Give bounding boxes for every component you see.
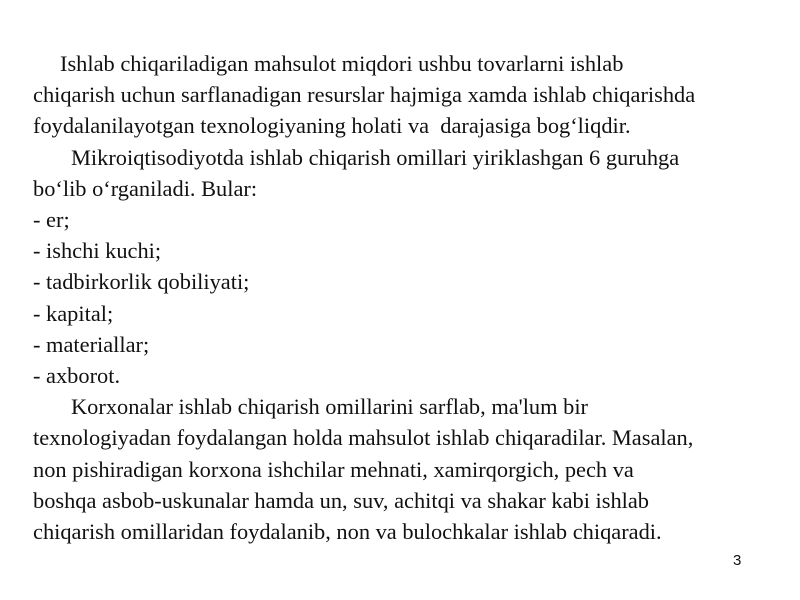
list-item-land: - er;: [33, 207, 70, 233]
paragraph-line: Mikroiqtisodiyotda ishlab chiqarish omillari yiriklashgan 6 guruhga: [71, 144, 680, 170]
list-item-capital: - kapital;: [33, 300, 114, 326]
paragraph-line: chiqarish omillaridan foydalanib, non va bulochkalar ishlab chiqaradi.: [33, 519, 662, 545]
slide-body: [33, 48, 793, 547]
paragraph-line: non pishiradigan korxona ishchilar mehnati, xamirqorgich, pech va: [33, 456, 634, 482]
paragraph-line: boshqa asbob-uskunalar hamda un, suv, achitqi va shakar kabi ishlab: [33, 487, 650, 513]
paragraph-line: bo‘lib o‘rganiladi. Bular:: [33, 175, 258, 201]
paragraph-line: Korxonalar ishlab chiqarish omillarini sarflab, ma'lum bir: [71, 394, 589, 420]
paragraph-line: Ishlab chiqariladigan mahsulot miqdori ushbu tovarlarni ishlab: [60, 51, 624, 76]
paragraph-enterprise-example: [33, 391, 793, 547]
list-item-materials: - materiallar;: [33, 331, 150, 357]
paragraph-line: texnologiyadan foydalangan holda mahsulot ishlab chiqaradilar. Masalan,: [33, 425, 694, 451]
paragraph-production-factors: [33, 142, 793, 204]
paragraph-line: chiqarish uchun sarflanadigan resurslar hajmiga xamda ishlab chiqarishda: [33, 82, 696, 108]
list-item-information: - axborot.: [33, 363, 121, 389]
paragraph-production-volume: [33, 48, 793, 142]
paragraph-line: foydalanilayotgan texnologiyaning holati va darajasiga bog‘liqdir.: [33, 113, 631, 139]
list-item-entrepreneurship: - tadbirkorlik qobiliyati;: [33, 269, 250, 295]
page-number: 3: [733, 552, 742, 569]
factors-list: [33, 204, 793, 391]
list-item-labor: - ishchi kuchi;: [33, 238, 162, 264]
